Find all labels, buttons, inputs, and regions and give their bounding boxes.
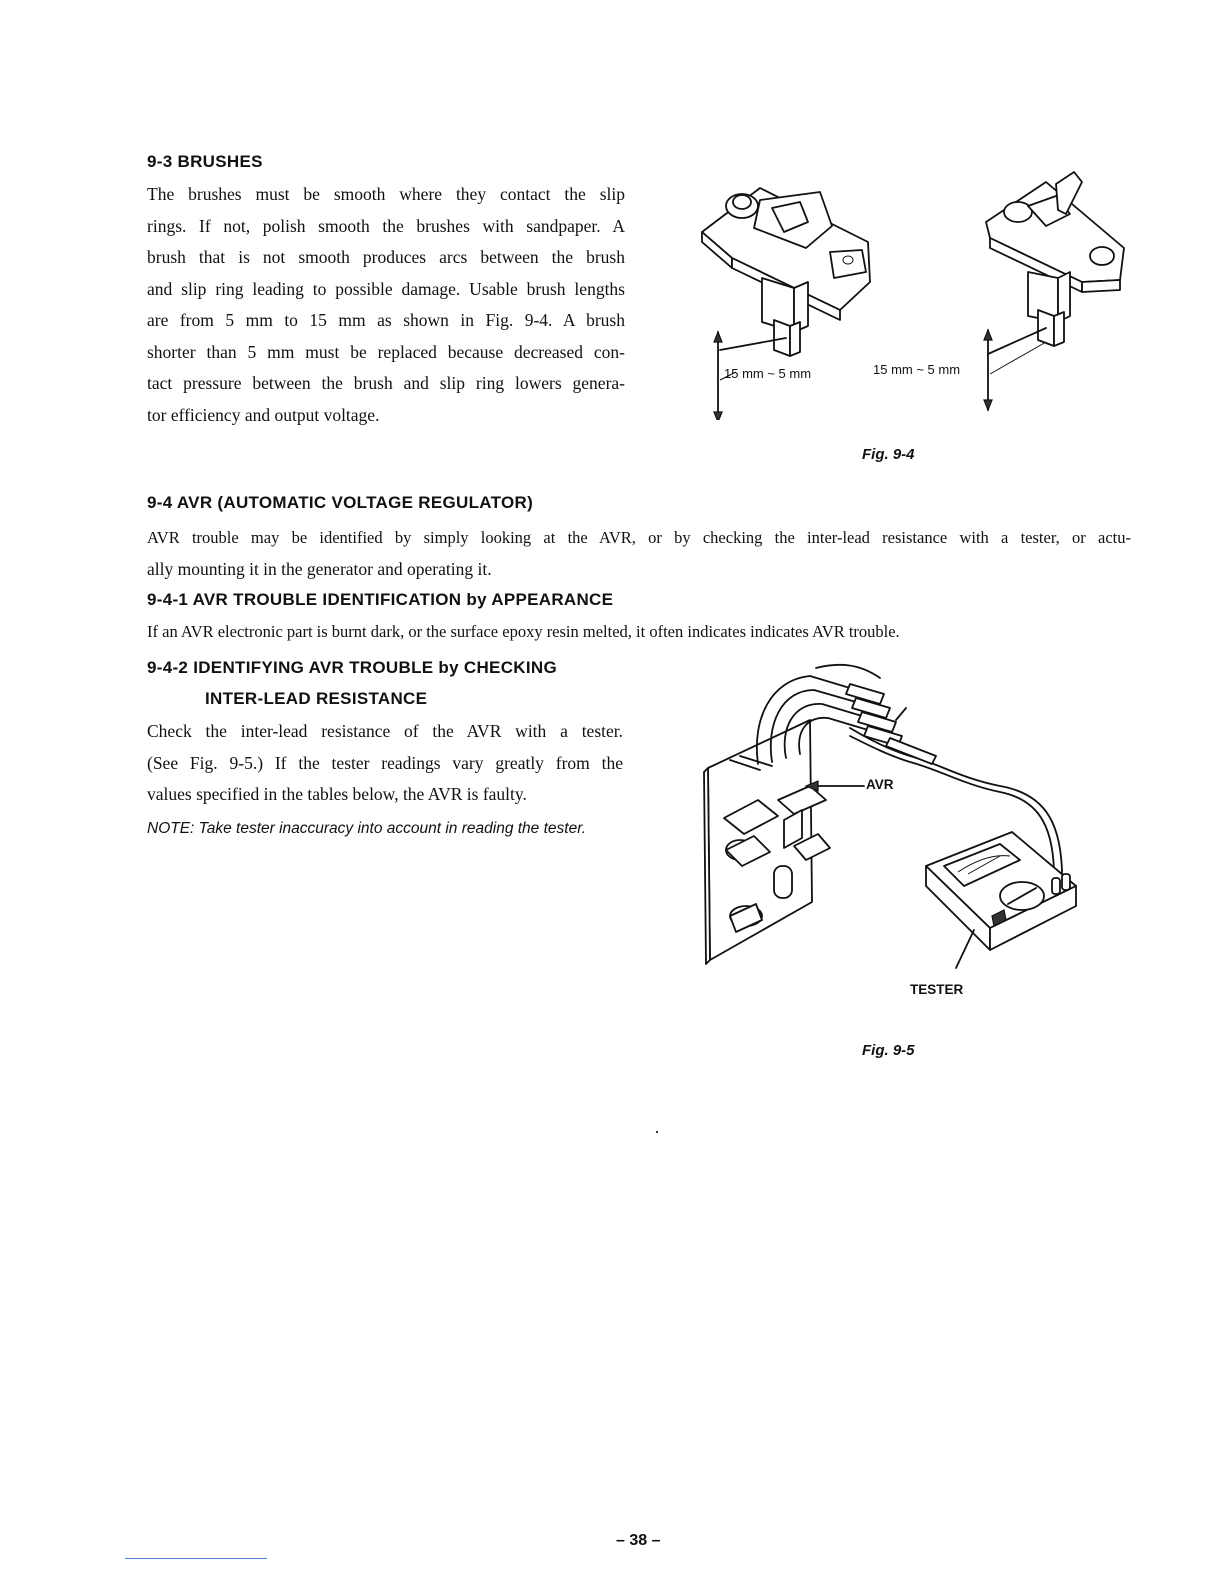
paragraph-line: and slip ring leading to possible damage. Usable brush lengths	[147, 278, 625, 299]
paragraph-line: (See Fig. 9-5.) If the tester readings vary greatly from the	[147, 752, 623, 773]
paragraph-line: values specified in the tables below, the AVR is faulty.	[147, 784, 527, 804]
right-brush-holder	[984, 172, 1124, 410]
section-heading-appearance	[147, 590, 613, 610]
fig-9-4-left-dimension: 15 mm ~ 5 mm	[724, 366, 812, 381]
resistance-paragraph	[147, 716, 623, 811]
paragraph-line: AVR trouble may be identified by simply looking at the AVR, or by checking the inter-lead resistance with a tester, or actu-	[147, 528, 1131, 547]
paragraph-line: The brushes must be smooth where they contact the slip	[147, 184, 625, 204]
paragraph-line: tor efficiency and output voltage.	[147, 404, 380, 425]
left-brush-holder	[702, 188, 870, 420]
section-heading-resistance-line2: INTER-LEAD RESISTANCE	[205, 689, 428, 708]
footnote-rule	[125, 1558, 267, 1559]
fig-9-5-caption: Fig. 9-5	[862, 1042, 915, 1059]
heading-part: by	[466, 590, 487, 609]
heading-part: by	[438, 658, 459, 677]
section-heading-resistance	[147, 658, 557, 678]
avr-paragraph	[147, 522, 1131, 585]
section-heading-brushes: 9-3 BRUSHES	[147, 152, 263, 171]
paragraph-line: Check the inter-lead resistance of the AVR with a tester.	[147, 721, 623, 741]
heading-part: 9-4-2 IDENTIFYING AVR TROUBLE	[147, 658, 434, 677]
tester-device	[926, 832, 1076, 950]
fig-9-4-caption: Fig. 9-4	[862, 446, 915, 463]
heading-part: 9-4-1 AVR TROUBLE IDENTIFICATION	[147, 590, 462, 609]
heading-part: CHECKING	[463, 658, 557, 677]
page-number: – 38 –	[616, 1532, 661, 1549]
paragraph-line: ally mounting it in the generator and operating it.	[147, 558, 492, 579]
paragraph-line: shorter than 5 mm must be replaced because decreased con-	[147, 341, 625, 362]
appearance-paragraph	[147, 616, 1077, 648]
paragraph-line: If an AVR electronic part is burnt dark, or the surface epoxy resin melted, it often indicates indicates AVR trouble.	[147, 622, 900, 641]
stray-mark	[656, 1131, 658, 1133]
avr-label: AVR	[866, 777, 894, 792]
tester-label: TESTER	[910, 982, 964, 997]
brush-holder-illustration	[690, 160, 1150, 420]
brushes-paragraph	[147, 179, 625, 431]
paragraph-line: tact pressure between the brush and slip ring lowers genera-	[147, 373, 625, 393]
fig-9-4-right-dimension: 15 mm ~ 5 mm	[873, 362, 961, 377]
section-heading-avr: 9-4 AVR (AUTOMATIC VOLTAGE REGULATOR)	[147, 493, 534, 512]
heading-part: APPEARANCE	[491, 590, 614, 609]
paragraph-line: rings. If not, polish smooth the brushes with sandpaper. A	[147, 215, 625, 236]
avr-board	[704, 720, 830, 964]
paragraph-line: brush that is not smooth produces arcs between the brush	[147, 247, 625, 267]
paragraph-line: are from 5 mm to 15 mm as shown in Fig. 9-4. A brush	[147, 310, 625, 330]
tester-note: NOTE: Take tester inaccuracy into account in reading the tester.	[147, 820, 587, 837]
avr-tester-illustration	[700, 660, 1090, 980]
